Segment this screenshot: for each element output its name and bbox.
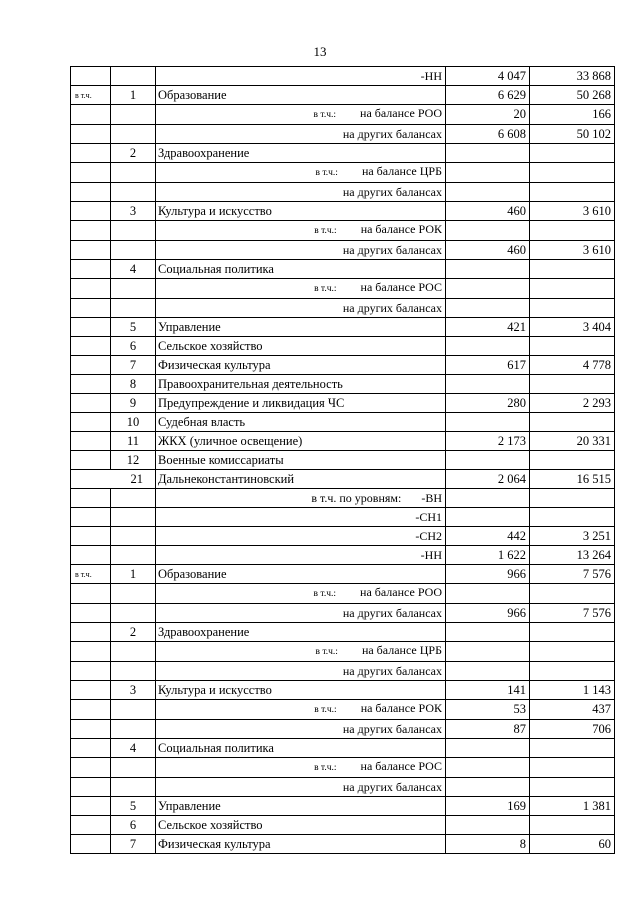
item-number (111, 125, 156, 144)
item-number (111, 720, 156, 739)
scope-label (71, 163, 111, 183)
table-row (71, 413, 615, 432)
item-number: 5 (111, 797, 156, 816)
table-row (71, 105, 615, 125)
scope-label (71, 508, 111, 527)
row-label: Сельское хозяйство (156, 816, 446, 835)
district-number: 21 (71, 470, 156, 489)
scope-label (71, 816, 111, 835)
row-label: Здравоохранение (156, 144, 446, 163)
scope-label (71, 758, 111, 778)
table-row (71, 642, 615, 662)
value-1: 460 (446, 241, 530, 260)
value-2: 3 251 (530, 527, 615, 546)
table-row (71, 489, 615, 508)
row-label (156, 163, 446, 183)
value-2: 33 868 (530, 67, 615, 86)
table-row (71, 797, 615, 816)
value-1 (446, 144, 530, 163)
value-2: 1 381 (530, 797, 615, 816)
value-1: 6 629 (446, 86, 530, 105)
value-1: 617 (446, 356, 530, 375)
item-number: 7 (111, 835, 156, 854)
table-row (71, 299, 615, 318)
item-number (111, 241, 156, 260)
row-label (156, 700, 446, 720)
item-number: 4 (111, 739, 156, 758)
row-label: Сельское хозяйство (156, 337, 446, 356)
table-row (71, 432, 615, 451)
table-row (71, 470, 615, 489)
scope-label (71, 413, 111, 432)
scope-label (71, 105, 111, 125)
scope-label (71, 604, 111, 623)
row-label: -СН1 (156, 508, 446, 527)
value-1: 87 (446, 720, 530, 739)
including-label: в т.ч.: (314, 284, 337, 294)
value-2: 7 576 (530, 565, 615, 584)
item-number: 10 (111, 413, 156, 432)
value-2 (530, 584, 615, 604)
value-2: 437 (530, 700, 615, 720)
row-label (156, 584, 446, 604)
row-label: на других балансах (156, 720, 446, 739)
table-row (71, 584, 615, 604)
item-number: 5 (111, 318, 156, 337)
including-label: в т.ч.: (315, 168, 338, 178)
row-label (156, 642, 446, 662)
value-2 (530, 183, 615, 202)
row-label: -НН (156, 67, 446, 86)
table-row (71, 681, 615, 700)
row-label-text: на балансе ЦРБ (361, 643, 442, 657)
row-label: Физическая культура (156, 356, 446, 375)
scope-label (71, 183, 111, 202)
including-label: в т.ч.: (314, 226, 337, 236)
scope-label (71, 623, 111, 642)
item-number: 6 (111, 337, 156, 356)
scope-label (71, 739, 111, 758)
row-label: на других балансах (156, 241, 446, 260)
table-row (71, 604, 615, 623)
row-label: Управление (156, 797, 446, 816)
item-number: 1 (111, 565, 156, 584)
value-1: 280 (446, 394, 530, 413)
value-1 (446, 584, 530, 604)
item-number (111, 546, 156, 565)
value-1 (446, 183, 530, 202)
row-label-text: на балансе РОО (360, 585, 442, 599)
row-label (156, 279, 446, 299)
value-2 (530, 451, 615, 470)
value-1: 460 (446, 202, 530, 221)
value-1: 169 (446, 797, 530, 816)
value-1 (446, 451, 530, 470)
scope-label (71, 318, 111, 337)
item-number: 9 (111, 394, 156, 413)
value-2 (530, 739, 615, 758)
scope-label (71, 527, 111, 546)
row-label-text: -ВН (421, 490, 442, 505)
row-label: на других балансах (156, 604, 446, 623)
item-number (111, 527, 156, 546)
scope-label (71, 489, 111, 508)
including-label: в т.ч.: (313, 589, 337, 599)
value-1: 141 (446, 681, 530, 700)
value-2: 13 264 (530, 546, 615, 565)
item-number (111, 299, 156, 318)
value-2: 16 515 (530, 470, 615, 489)
value-2 (530, 299, 615, 318)
row-label: Социальная политика (156, 739, 446, 758)
row-label (156, 489, 446, 508)
scope-label (71, 241, 111, 260)
table-row (71, 260, 615, 279)
including-by-level-label: в т.ч. по уровням: (311, 490, 402, 505)
value-1 (446, 623, 530, 642)
value-1: 2 173 (446, 432, 530, 451)
scope-label (71, 642, 111, 662)
value-2: 60 (530, 835, 615, 854)
value-1: 966 (446, 565, 530, 584)
value-2 (530, 221, 615, 241)
table-row (71, 546, 615, 565)
scope-label (71, 67, 111, 86)
value-2: 3 610 (530, 202, 615, 221)
table-row (71, 125, 615, 144)
item-number: 11 (111, 432, 156, 451)
value-1 (446, 739, 530, 758)
table-row (71, 662, 615, 681)
row-label: на других балансах (156, 778, 446, 797)
row-label: ЖКХ (уличное освещение) (156, 432, 446, 451)
value-2: 50 268 (530, 86, 615, 105)
value-2: 706 (530, 720, 615, 739)
scope-label (71, 451, 111, 470)
row-label: Правоохранительная деятельность (156, 375, 446, 394)
including-label: в т.ч.: (314, 763, 337, 773)
table-row (71, 279, 615, 299)
scope-label (71, 546, 111, 565)
value-1: 966 (446, 604, 530, 623)
value-2 (530, 163, 615, 183)
item-number: 3 (111, 681, 156, 700)
item-number (111, 662, 156, 681)
table-row (71, 356, 615, 375)
value-2 (530, 642, 615, 662)
table-row (71, 451, 615, 470)
budget-table (70, 66, 615, 854)
value-1 (446, 778, 530, 797)
item-number (111, 642, 156, 662)
table-row (71, 163, 615, 183)
value-2: 3 610 (530, 241, 615, 260)
including-label: в т.ч.: (314, 705, 337, 715)
scope-label (71, 584, 111, 604)
value-2: 4 778 (530, 356, 615, 375)
table-row (71, 739, 615, 758)
value-2 (530, 623, 615, 642)
row-label (156, 221, 446, 241)
value-2: 7 576 (530, 604, 615, 623)
page-number: 13 (313, 44, 327, 59)
including-label: в т.ч.: (315, 647, 338, 657)
value-2: 50 102 (530, 125, 615, 144)
item-number (111, 508, 156, 527)
row-label: Управление (156, 318, 446, 337)
scope-label (71, 144, 111, 163)
row-label-text: на балансе РОС (360, 759, 442, 773)
table-row (71, 527, 615, 546)
row-label: Здравоохранение (156, 623, 446, 642)
value-1: 421 (446, 318, 530, 337)
value-2 (530, 662, 615, 681)
value-2 (530, 375, 615, 394)
item-number: 7 (111, 356, 156, 375)
item-number: 2 (111, 623, 156, 642)
value-2 (530, 144, 615, 163)
scope-label (71, 375, 111, 394)
item-number: 3 (111, 202, 156, 221)
scope-label (71, 356, 111, 375)
row-label (156, 105, 446, 125)
value-1: 442 (446, 527, 530, 546)
item-number: 8 (111, 375, 156, 394)
value-2: 20 331 (530, 432, 615, 451)
item-number: 12 (111, 451, 156, 470)
scope-label (71, 681, 111, 700)
table-row (71, 394, 615, 413)
scope-label: в т.ч. (71, 86, 111, 105)
item-number (111, 163, 156, 183)
item-number: 4 (111, 260, 156, 279)
item-number (111, 700, 156, 720)
value-1 (446, 489, 530, 508)
row-label-text: на балансе РОО (360, 106, 442, 120)
value-2 (530, 816, 615, 835)
row-label: на других балансах (156, 125, 446, 144)
item-number: 1 (111, 86, 156, 105)
value-1 (446, 337, 530, 356)
row-label: Образование (156, 86, 446, 105)
row-label: Культура и искусство (156, 681, 446, 700)
value-1 (446, 662, 530, 681)
value-2 (530, 337, 615, 356)
scope-label (71, 720, 111, 739)
row-label: на других балансах (156, 183, 446, 202)
value-1: 1 622 (446, 546, 530, 565)
item-number (111, 778, 156, 797)
value-1: 2 064 (446, 470, 530, 489)
row-label: Военные комиссариаты (156, 451, 446, 470)
row-label: -НН (156, 546, 446, 565)
scope-label (71, 835, 111, 854)
row-label: -СН2 (156, 527, 446, 546)
scope-label (71, 662, 111, 681)
row-label: Судебная власть (156, 413, 446, 432)
value-1 (446, 279, 530, 299)
value-1 (446, 375, 530, 394)
row-label: Дальнеконстантиновский (156, 470, 446, 489)
value-1: 8 (446, 835, 530, 854)
value-1 (446, 758, 530, 778)
scope-label (71, 394, 111, 413)
table-row (71, 318, 615, 337)
item-number: 6 (111, 816, 156, 835)
value-1 (446, 508, 530, 527)
table-row (71, 816, 615, 835)
scope-label (71, 700, 111, 720)
value-1 (446, 413, 530, 432)
row-label-text: на балансе РОС (360, 280, 442, 294)
row-label: Образование (156, 565, 446, 584)
table-row (71, 778, 615, 797)
table-row (71, 720, 615, 739)
table-body (71, 67, 615, 854)
table-row (71, 565, 615, 584)
scope-label (71, 202, 111, 221)
value-2: 2 293 (530, 394, 615, 413)
value-1 (446, 299, 530, 318)
scope-label (71, 432, 111, 451)
item-number (111, 67, 156, 86)
value-1 (446, 163, 530, 183)
value-2: 1 143 (530, 681, 615, 700)
row-label-text: на балансе РОК (360, 701, 442, 715)
value-2 (530, 508, 615, 527)
table-row (71, 835, 615, 854)
value-2 (530, 489, 615, 508)
row-label: на других балансах (156, 662, 446, 681)
value-2: 3 404 (530, 318, 615, 337)
row-label: Культура и искусство (156, 202, 446, 221)
table-row (71, 508, 615, 527)
table-row (71, 700, 615, 720)
value-1 (446, 221, 530, 241)
scope-label (71, 279, 111, 299)
row-label-text: на балансе ЦРБ (361, 164, 442, 178)
table-row (71, 86, 615, 105)
value-1 (446, 260, 530, 279)
row-label: на других балансах (156, 299, 446, 318)
item-number: 2 (111, 144, 156, 163)
including-label: в т.ч.: (313, 110, 337, 120)
row-label-text: на балансе РОК (360, 222, 442, 236)
table-row (71, 375, 615, 394)
value-2 (530, 279, 615, 299)
table-row (71, 144, 615, 163)
item-number (111, 758, 156, 778)
table-row (71, 221, 615, 241)
value-1 (446, 816, 530, 835)
row-label: Физическая культура (156, 835, 446, 854)
table-row (71, 758, 615, 778)
item-number (111, 604, 156, 623)
item-number (111, 279, 156, 299)
table-row (71, 67, 615, 86)
scope-label (71, 125, 111, 144)
value-2 (530, 413, 615, 432)
value-1: 53 (446, 700, 530, 720)
value-2 (530, 758, 615, 778)
scope-label (71, 221, 111, 241)
item-number (111, 183, 156, 202)
item-number (111, 489, 156, 508)
value-1: 4 047 (446, 67, 530, 86)
value-1: 20 (446, 105, 530, 125)
value-1: 6 608 (446, 125, 530, 144)
row-label: Социальная политика (156, 260, 446, 279)
table-row (71, 202, 615, 221)
table-row (71, 337, 615, 356)
value-2: 166 (530, 105, 615, 125)
table-row (71, 241, 615, 260)
scope-label (71, 299, 111, 318)
item-number (111, 105, 156, 125)
value-2 (530, 778, 615, 797)
scope-label: в т.ч. (71, 565, 111, 584)
scope-label (71, 778, 111, 797)
scope-label (71, 797, 111, 816)
item-number (111, 584, 156, 604)
row-label: Предупреждение и ликвидация ЧС (156, 394, 446, 413)
table-row (71, 183, 615, 202)
item-number (111, 221, 156, 241)
value-1 (446, 642, 530, 662)
table-row (71, 623, 615, 642)
value-2 (530, 260, 615, 279)
row-label (156, 758, 446, 778)
scope-label (71, 337, 111, 356)
scope-label (71, 260, 111, 279)
